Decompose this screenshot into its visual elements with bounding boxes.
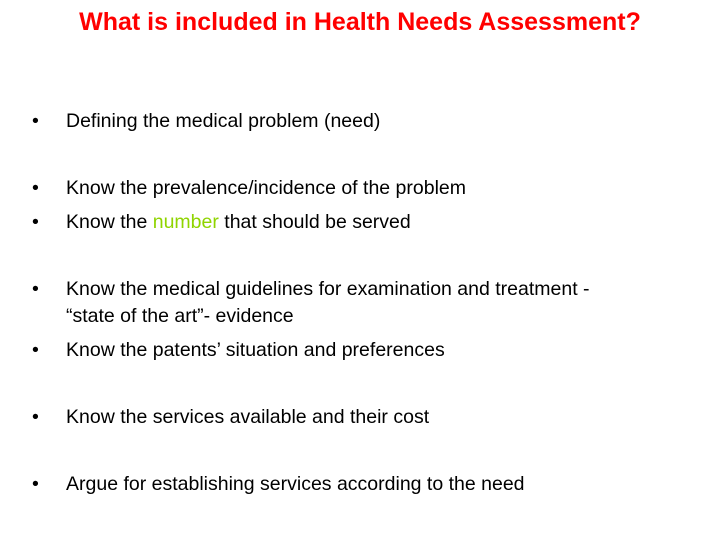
bullet-text-line1: Know the medical guidelines for examination and treatment - bbox=[66, 278, 590, 300]
bullet-dot-icon: • bbox=[32, 473, 39, 495]
bullet-item bbox=[30, 337, 720, 364]
bullet-item bbox=[30, 276, 720, 330]
bullet-text-after: that should be served bbox=[218, 211, 411, 233]
bullet-item bbox=[30, 209, 720, 236]
bullet-item bbox=[30, 108, 720, 135]
bullet-text-line2: “state of the art”- evidence bbox=[66, 305, 294, 327]
bullet-dot-icon: • bbox=[32, 406, 39, 428]
bullet-dot-icon: • bbox=[32, 110, 39, 132]
bullet-highlight: number bbox=[152, 211, 219, 233]
bullet-dot-icon: • bbox=[32, 339, 39, 361]
bullet-list bbox=[30, 108, 720, 498]
slide-title: What is included in Health Needs Assessment? bbox=[79, 8, 641, 36]
bullet-dot-icon: • bbox=[32, 278, 39, 300]
bullet-text: Argue for establishing services according to the need bbox=[66, 473, 525, 495]
bullet-item bbox=[30, 404, 720, 431]
bullet-item bbox=[30, 471, 720, 498]
bullet-text: Know the patents’ situation and preferences bbox=[66, 339, 445, 361]
bullet-item bbox=[30, 175, 720, 202]
bullet-text: Know the prevalence/incidence of the problem bbox=[66, 177, 466, 199]
bullet-text-before: Know the bbox=[66, 211, 153, 233]
bullet-text: Defining the medical problem (need) bbox=[66, 110, 381, 132]
bullet-dot-icon: • bbox=[32, 211, 39, 233]
bullet-dot-icon: • bbox=[32, 177, 39, 199]
bullet-text: Know the services available and their cost bbox=[66, 406, 430, 428]
